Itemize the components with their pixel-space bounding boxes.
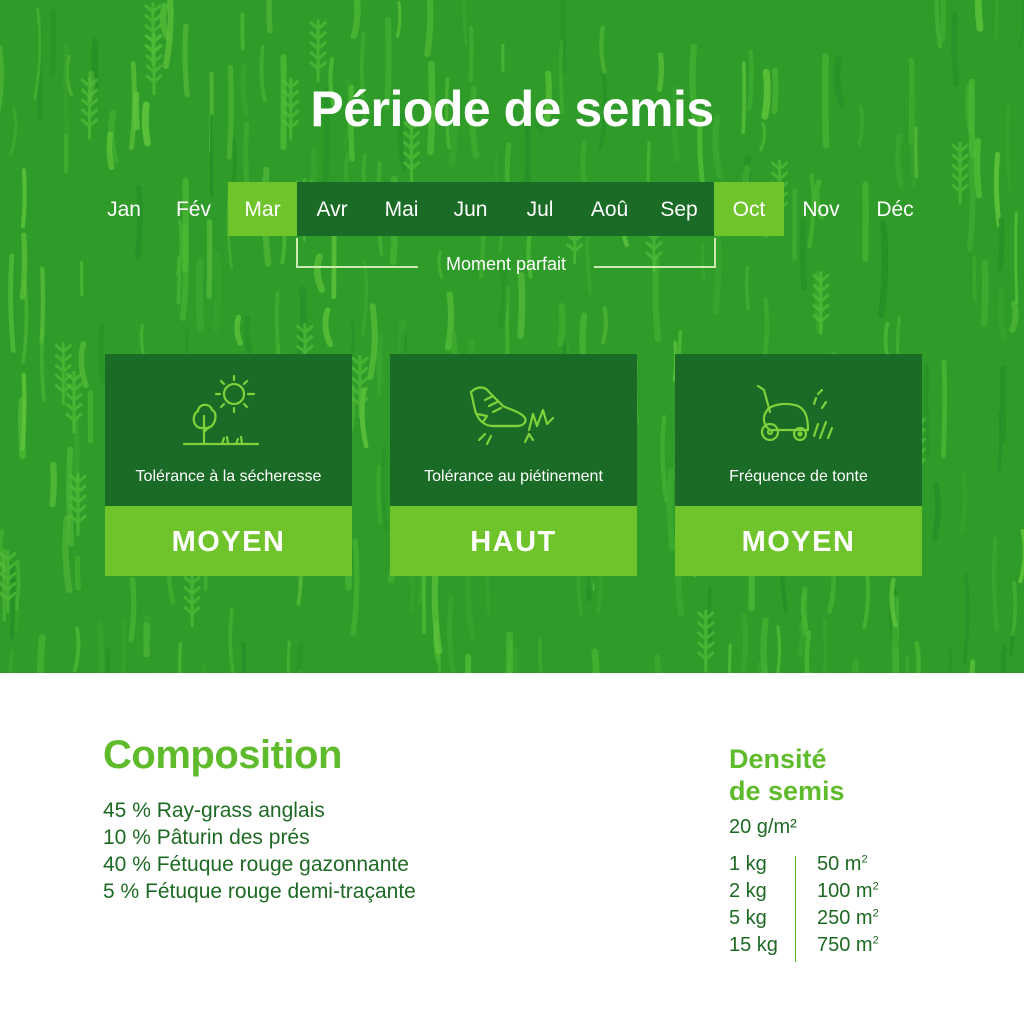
- density-table: [729, 853, 929, 961]
- density-title-line1: Densité: [729, 744, 827, 774]
- card-label: Tolérance à la sécheresse: [135, 468, 322, 485]
- drought-tolerance-card: [105, 354, 352, 576]
- density-area: [817, 934, 879, 957]
- density-title: [729, 743, 845, 807]
- month-aoû: Aoû: [575, 182, 644, 236]
- page-title: Période de semis: [310, 81, 714, 137]
- density-area-exponent: 2: [872, 934, 879, 947]
- composition-title: Composition: [103, 733, 342, 777]
- month-sep: Sep: [644, 182, 714, 236]
- month-mai: Mai: [367, 182, 436, 236]
- month-bar: [89, 182, 932, 236]
- card-label: Tolérance au piétinement: [424, 468, 603, 485]
- composition-item: 10 % Pâturin des prés: [103, 826, 310, 849]
- density-weight: 5 kg: [729, 907, 767, 929]
- density-row: [729, 880, 929, 907]
- composition-list: [103, 797, 416, 905]
- card-value: MOYEN: [105, 506, 352, 576]
- density-row: [729, 907, 929, 934]
- month-mar: Mar: [228, 182, 297, 236]
- density-area-exponent: 2: [861, 853, 868, 866]
- density-divider: [795, 856, 796, 962]
- month-avr: Avr: [297, 182, 367, 236]
- lawn-mower-icon: [748, 364, 848, 454]
- card-value: HAUT: [390, 506, 637, 576]
- density-area-exponent: 2: [872, 907, 879, 920]
- density-area-value: 100 m: [817, 880, 873, 902]
- composition-item: 40 % Fétuque rouge gazonnante: [103, 853, 409, 876]
- composition-item: 5 % Fétuque rouge demi-traçante: [103, 880, 416, 903]
- density-area-value: 750 m: [817, 934, 873, 956]
- density-weight: 1 kg: [729, 853, 767, 875]
- density-weight: 2 kg: [729, 880, 767, 902]
- month-jul: Jul: [505, 182, 575, 236]
- density-area: [817, 853, 868, 876]
- month-nov: Nov: [802, 198, 840, 221]
- card-value: MOYEN: [675, 506, 922, 576]
- density-area-value: 250 m: [817, 907, 873, 929]
- sun-tree-icon: [178, 364, 278, 454]
- card-header: [675, 354, 922, 506]
- composition-item: 45 % Ray-grass anglais: [103, 799, 325, 822]
- density-weight: 15 kg: [729, 934, 778, 956]
- card-header: [105, 354, 352, 506]
- density-area-exponent: 2: [872, 880, 879, 893]
- density-area: [817, 880, 879, 903]
- card-label: Fréquence de tonte: [729, 468, 868, 485]
- density-area-value: 50 m: [817, 853, 862, 875]
- density-title-line2: de semis: [729, 776, 845, 806]
- card-header: [390, 354, 637, 506]
- running-shoe-icon: [463, 364, 563, 454]
- trampling-tolerance-card: [390, 354, 637, 576]
- density-area: [817, 907, 879, 930]
- density-row: [729, 853, 929, 880]
- month-jan: Jan: [107, 198, 141, 221]
- perfect-period-label: Moment parfait: [445, 254, 567, 274]
- mowing-frequency-card: [675, 354, 922, 576]
- month-jun: Jun: [436, 182, 505, 236]
- month-déc: Déc: [876, 198, 914, 221]
- density-rate: 20 g/m²: [729, 816, 797, 838]
- density-row: [729, 934, 929, 961]
- month-fév: Fév: [175, 198, 211, 221]
- month-oct: Oct: [714, 182, 784, 236]
